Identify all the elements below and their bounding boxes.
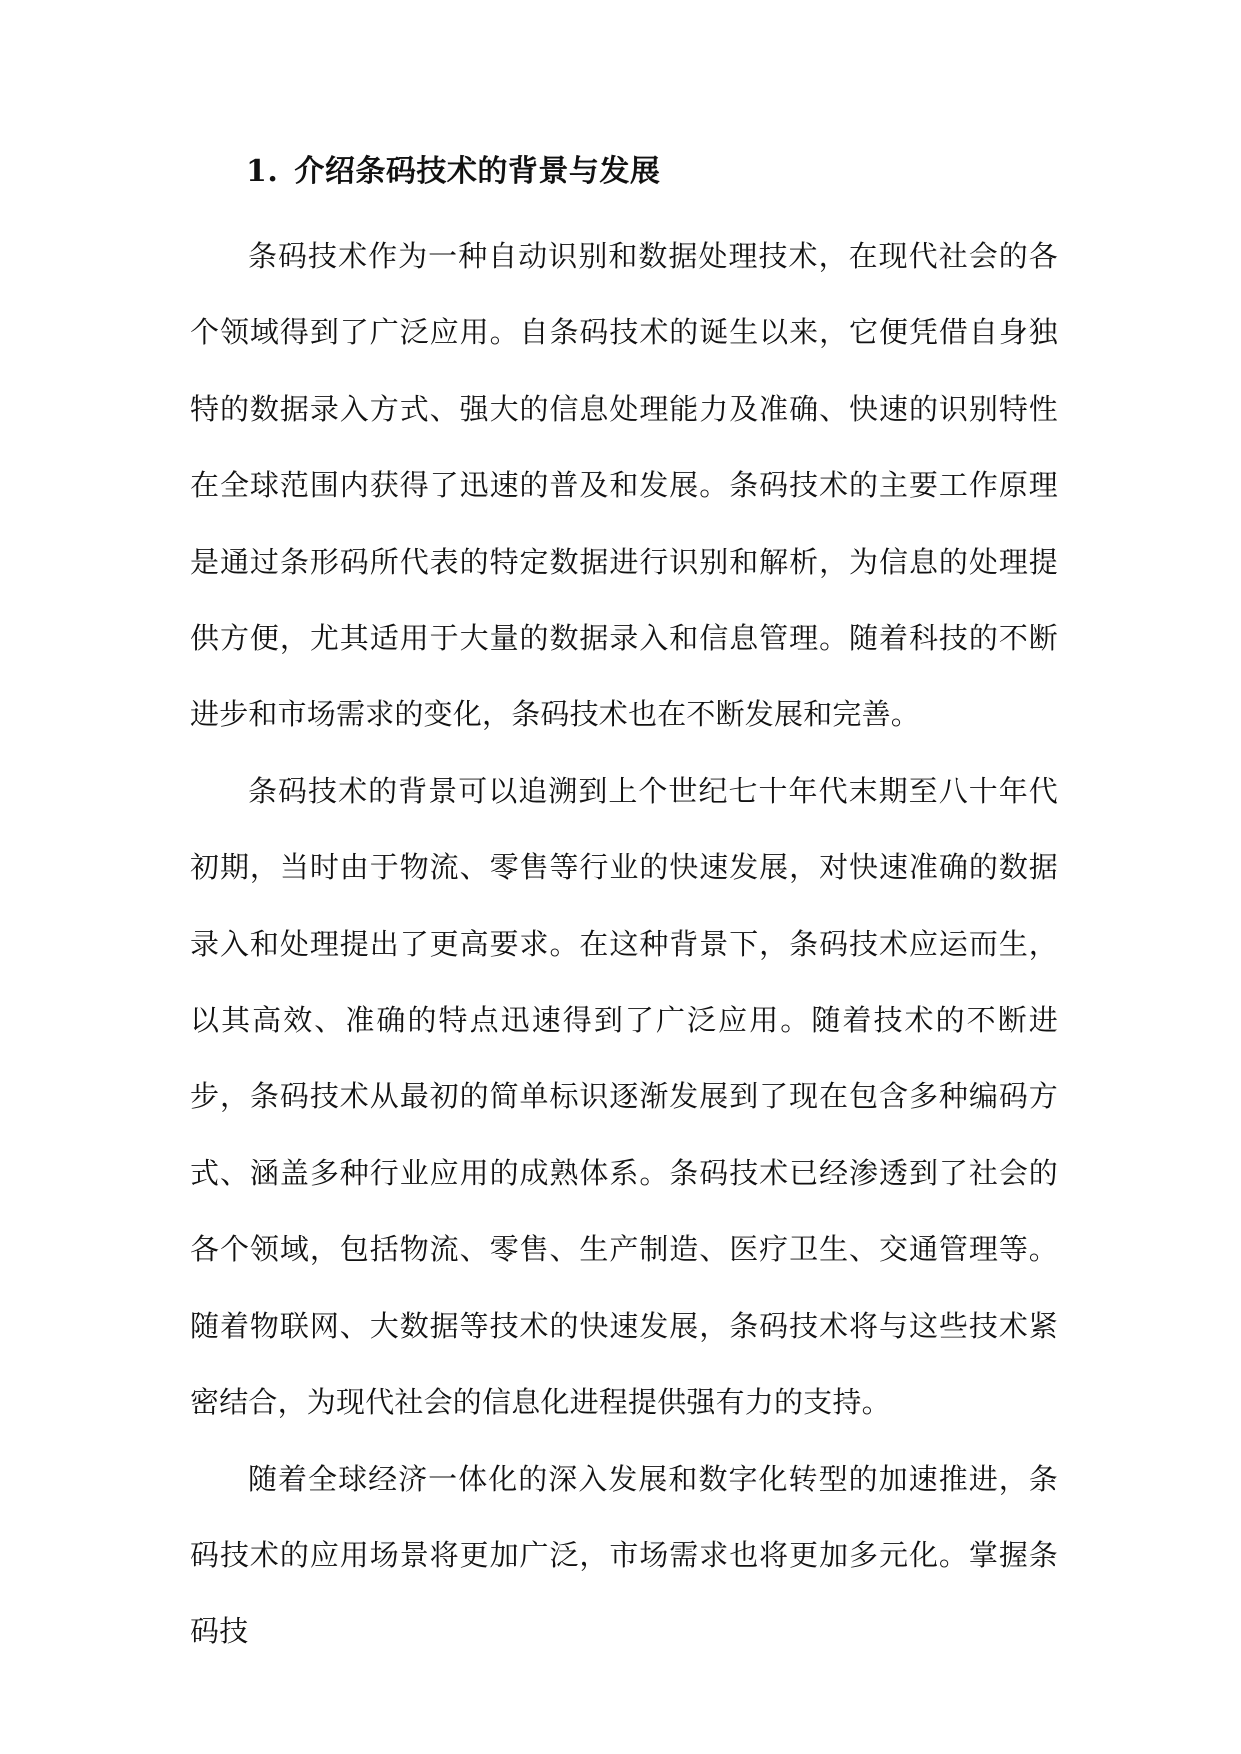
paragraph-1: 条码技术作为一种自动识别和数据处理技术，在现代社会的各个领域得到了广泛应用。自条码技术的诞生以来，它便凭借自身独特的数据录入方式、强大的信息处理能力及准确、快速的识别特性在全球范围内获得了迅速的普及和发展。条码技术的主要工作原理是通过条形码所代表的特定数据进行识别和解析，为信息的处理提供方便，尤其适用于大量的数据录入和信息管理。随着科技的不断进步和市场需求的变化，条码技术也在不断发展和完善。 <box>190 239 1058 732</box>
page-content <box>190 142 1058 1670</box>
section-heading <box>190 142 1058 202</box>
paragraph-2: 条码技术的背景可以追溯到上个世纪七十年代末期至八十年代初期，当时由于物流、零售等行业的快速发展，对快速准确的数据录入和处理提出了更高要求。在这种背景下，条码技术应运而生，以其高效、准确的特点迅速得到了广泛应用。随着技术的不断进步，条码技术从最初的简单标识逐渐发展到了现在包含多种编码方式、涵盖多种行业应用的成熟体系。条码技术已经渗透到了社会的各个领域，包括物流、零售、生产制造、医疗卫生、交通管理等。随着物联网、大数据等技术的快速发展，条码技术将与这些技术紧密结合，为现代社会的信息化进程提供强有力的支持。 <box>190 773 1058 1420</box>
section-number: 1. <box>246 154 279 189</box>
section-title: 介绍条码技术的背景与发展 <box>294 154 661 189</box>
paragraph-3: 随着全球经济一体化的深入发展和数字化转型的加速推进，条码技术的应用场景将更加广泛，市场需求也将更加多元化。掌握条码技 <box>190 1461 1058 1649</box>
